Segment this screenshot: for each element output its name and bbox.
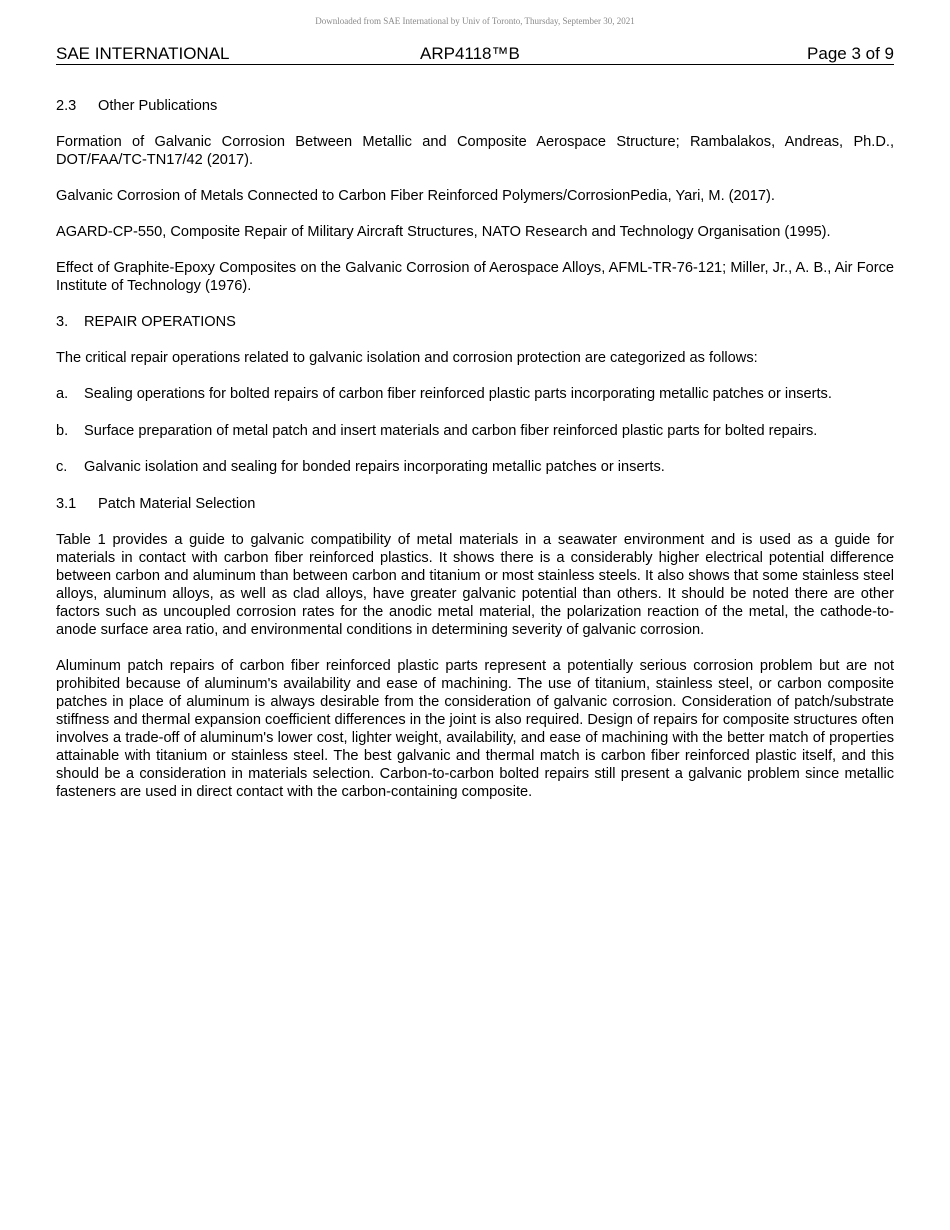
reference-item: Galvanic Corrosion of Metals Connected to Carbon Fiber Reinforced Polymers/CorrosionPedia, Yari, M. (2017). xyxy=(56,188,775,204)
list-item xyxy=(56,422,894,440)
list-item xyxy=(56,385,894,403)
list-marker: b. xyxy=(56,422,69,439)
reference-item: Effect of Graphite-Epoxy Composites on the Galvanic Corrosion of Aerospace Alloys, AFML-TR-76-121; Miller, Jr., A. B., Air Force Institute of Technology (1976). xyxy=(56,260,894,294)
download-watermark: Downloaded from SAE International by Univ of Toronto, Thursday, September 30, 2021 xyxy=(315,16,635,26)
header-page-number: Page 3 of 9 xyxy=(807,44,894,63)
header-organization: SAE INTERNATIONAL xyxy=(56,44,230,63)
list-item-text: Sealing operations for bolted repairs of carbon fiber reinforced plastic parts incorporating metallic patches or inserts. xyxy=(84,386,832,402)
reference-item: Formation of Galvanic Corrosion Between Metallic and Composite Aerospace Structure; Rambalakos, Andreas, Ph.D., DOT/FAA/TC-TN17/42 (2017). xyxy=(56,134,894,168)
list-item-text: Galvanic isolation and sealing for bonded repairs incorporating metallic patches or inserts. xyxy=(84,459,665,475)
section-2-3-heading xyxy=(56,97,894,115)
section-3-1-heading xyxy=(56,495,894,513)
section-title: Other Publications xyxy=(98,98,218,114)
reference-item: AGARD-CP-550, Composite Repair of Military Aircraft Structures, NATO Research and Technology Organisation (1995). xyxy=(56,224,831,240)
section-number: 3. xyxy=(56,314,69,330)
section-3-intro: The critical repair operations related to galvanic isolation and corrosion protection are categorized as follows: xyxy=(56,350,758,366)
body-paragraph: Table 1 provides a guide to galvanic compatibility of metal materials in a seawater environment and is used as a guide for materials in contact with carbon fiber reinforced plastics. It shows there is a considerably higher electrical potential difference between carbon and aluminum than between carbon and titanium or most stainless steels. It also shows that some stainless steel alloys, aluminum alloys, as well as clad alloys, have greater galvanic potential than others. It should be noted there are other factors such as uncoupled corrosion rates for the anodic metal material, the polarization reaction of the metal, the cathode-to-anode surface area ratio, and environmental conditions in determining severity of galvanic corrosion. xyxy=(56,531,894,638)
section-number: 3.1 xyxy=(56,495,77,512)
section-title: Patch Material Selection xyxy=(98,495,256,512)
page-body xyxy=(56,97,894,819)
list-marker: a. xyxy=(56,386,69,402)
page-header xyxy=(56,44,894,65)
list-item-text: Surface preparation of metal patch and insert materials and carbon fiber reinforced plastic parts for bolted repairs. xyxy=(84,422,818,439)
list-item xyxy=(56,458,894,476)
section-3-heading xyxy=(56,313,894,331)
body-paragraph: Aluminum patch repairs of carbon fiber reinforced plastic parts represent a potentially serious corrosion problem but are not prohibited because of aluminum's availability and ease of machining. The use of titanium, stainless steel, or carbon composite patches in place of aluminum is always desirable from the consideration of galvanic corrosion. Consideration of patch/substrate stiffness and thermal expansion coefficient differences in the joint is also required. Design of repairs for composite structures often involves a trade-off of aluminum's lower cost, lighter weight, availability, and ease of machining with the better match of properties attainable with titanium or stainless steel. The best galvanic and thermal match is carbon fiber reinforced plastic itself, and this should be a consideration in materials selection. Carbon-to-carbon bolted repairs still present a galvanic problem since metallic fasteners are used in direct contact with the carbon-containing composite. xyxy=(56,657,894,800)
section-title: REPAIR OPERATIONS xyxy=(84,314,236,330)
header-document-id: ARP4118™B xyxy=(420,44,520,63)
section-number: 2.3 xyxy=(56,98,77,114)
list-marker: c. xyxy=(56,459,68,475)
